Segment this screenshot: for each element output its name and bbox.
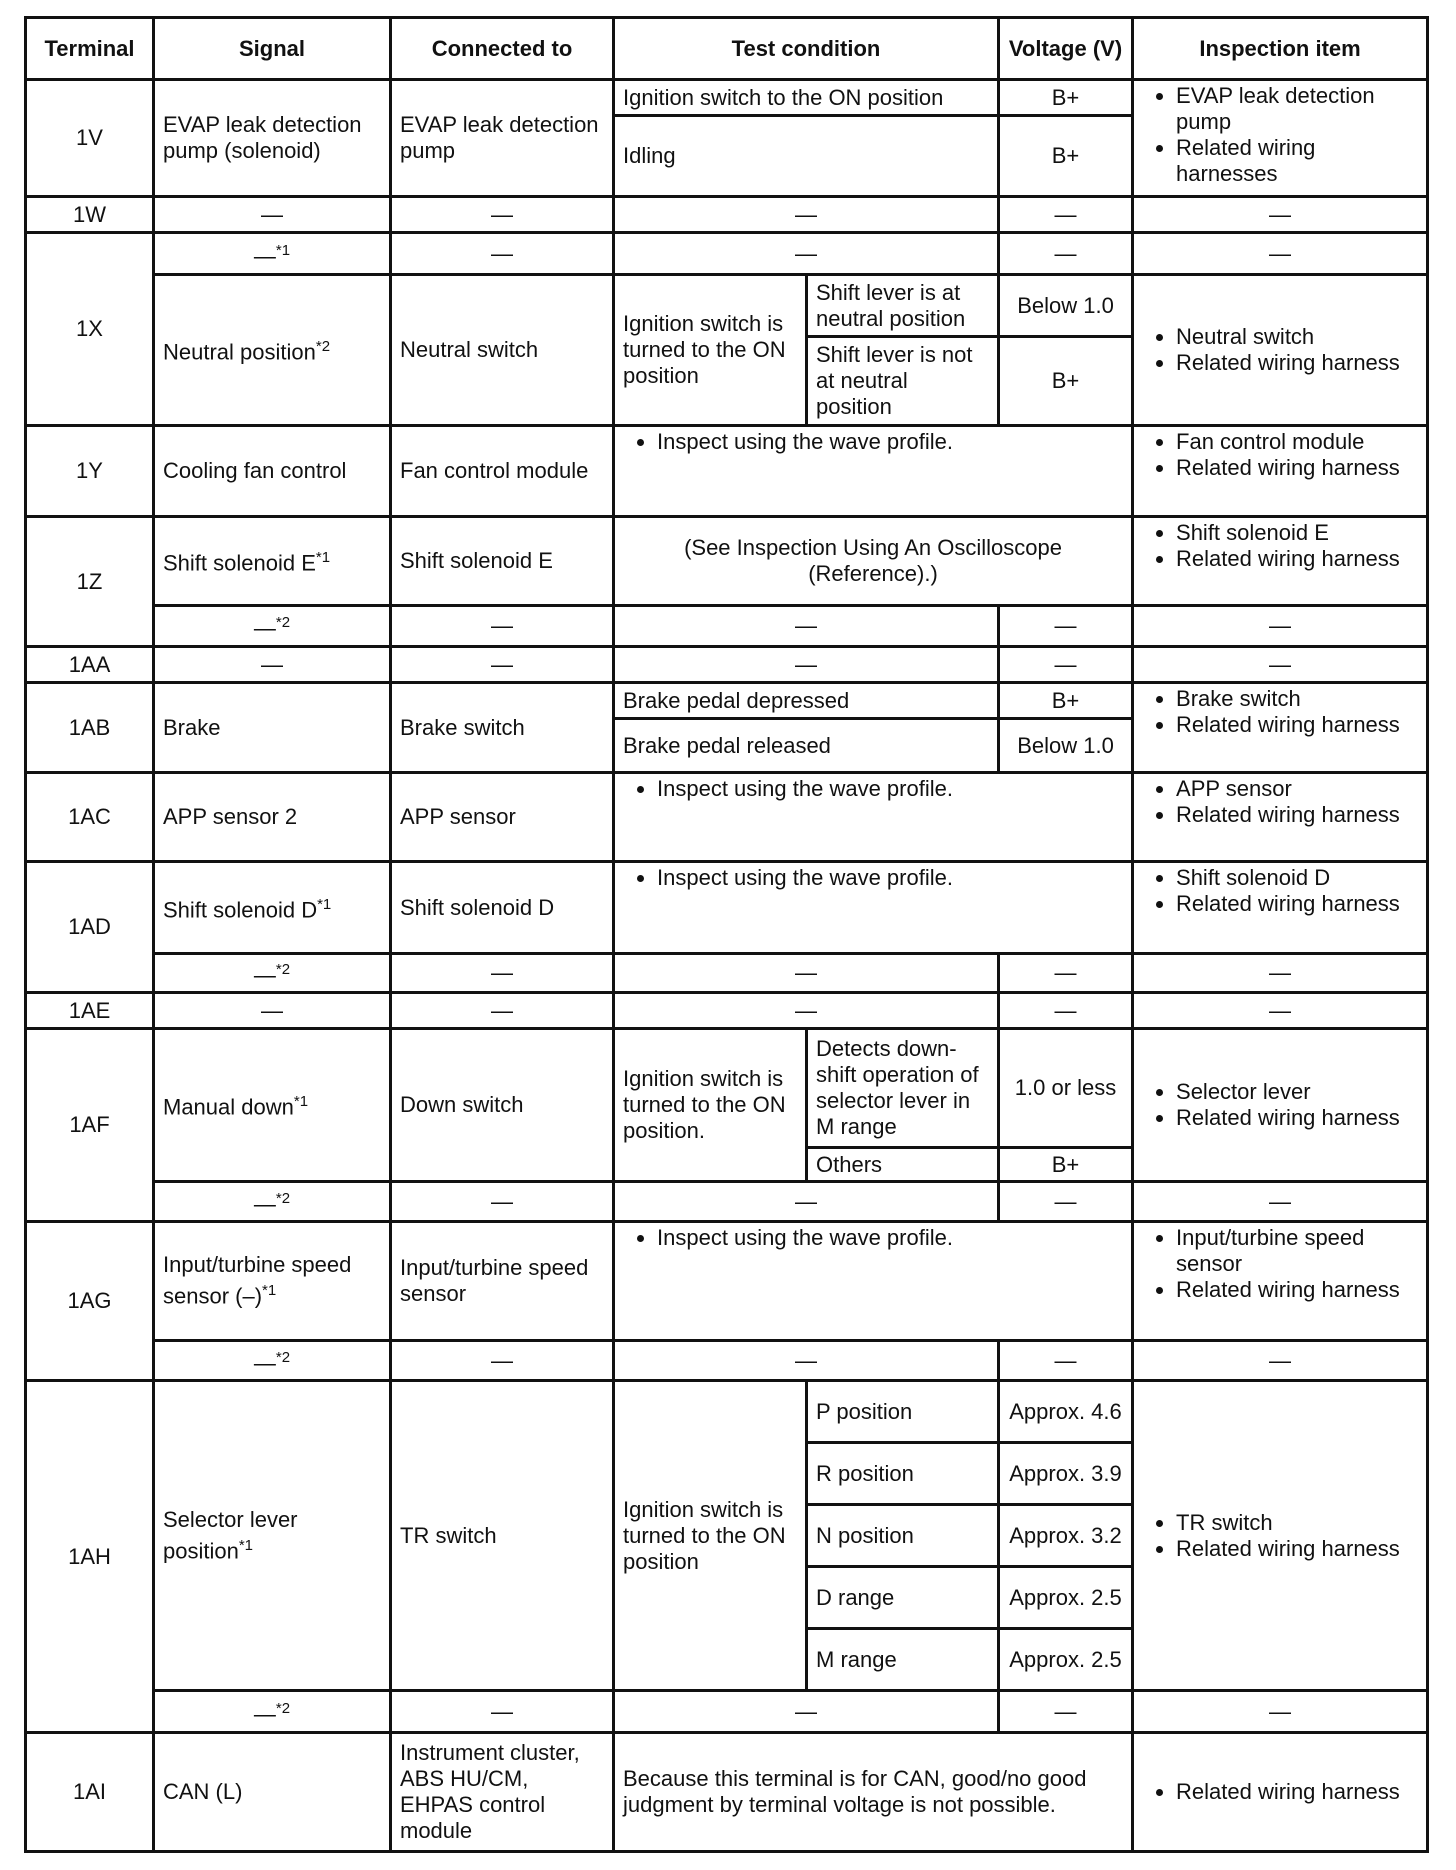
inspection-item: • TR switch (1176, 1510, 1418, 1536)
condition-item: • Inspect using the wave profile. (657, 776, 1123, 802)
signal-cell: CAN (L) (154, 1733, 391, 1852)
footnote-mark: *1 (317, 895, 332, 913)
dash: — (614, 647, 999, 683)
voltage-cell: B+ (999, 337, 1133, 426)
dash: — (614, 954, 999, 993)
dash: — (614, 1341, 999, 1381)
dash: — (1133, 647, 1428, 683)
inspection-item: • Related wiring harness (1176, 546, 1418, 572)
sub-condition-cell: N position (807, 1505, 999, 1567)
signal-cell (154, 517, 391, 606)
dash: — (999, 197, 1133, 233)
signal-cell (154, 862, 391, 954)
condition-item: • Inspect using the wave profile. (657, 429, 1123, 455)
inspection-item: • Input/turbine speed sensor (1176, 1225, 1418, 1277)
inspection-item: • Related wiring harness (1176, 891, 1418, 917)
dash: — (253, 615, 276, 641)
condition-cell: Ignition switch is turned to the ON position. (614, 1029, 807, 1182)
table-row (26, 1182, 1428, 1222)
terminal-cell: 1Z (26, 517, 154, 647)
table-row (26, 517, 1428, 606)
dash: — (999, 1691, 1133, 1733)
voltage-cell: Approx. 3.9 (999, 1443, 1133, 1505)
table-row (26, 1691, 1428, 1733)
table-row (26, 606, 1428, 647)
table-row (26, 197, 1428, 233)
dash: — (1133, 1182, 1428, 1222)
voltage-cell: 1.0 or less (999, 1029, 1133, 1148)
connected-cell: Input/turbine speed sensor (391, 1222, 614, 1341)
condition-cell: Brake pedal depressed (614, 683, 999, 719)
sub-condition-cell: Shift lever is not at neutral position (807, 337, 999, 426)
terminal-cell: 1AF (26, 1029, 154, 1222)
signal-cell: APP sensor 2 (154, 773, 391, 862)
dash: — (391, 647, 614, 683)
table-row (26, 954, 1428, 993)
voltage-cell: B+ (999, 80, 1133, 116)
signal-cell (154, 954, 391, 993)
table-row (26, 1733, 1428, 1852)
footnote-mark: *2 (275, 1699, 291, 1717)
inspection-item: • Selector lever (1176, 1079, 1418, 1105)
voltage-cell: Approx. 2.5 (999, 1567, 1133, 1629)
dash: — (391, 1182, 614, 1222)
dash: — (999, 1341, 1133, 1381)
signal-cell (154, 1222, 391, 1341)
signal-cell (154, 233, 391, 275)
footnote-mark: *2 (275, 614, 291, 632)
header-terminal: Terminal (26, 18, 154, 80)
dash: — (1133, 1341, 1428, 1381)
connected-cell: Fan control module (391, 426, 614, 517)
signal-cell: Cooling fan control (154, 426, 391, 517)
dash: — (1133, 993, 1428, 1029)
signal-cell (154, 1381, 391, 1691)
condition-cell (614, 1222, 1133, 1341)
dash: — (999, 993, 1133, 1029)
connected-cell: EVAP leak detection pump (391, 80, 614, 197)
signal-cell (154, 275, 391, 426)
dash: — (999, 954, 1133, 993)
terminal-cell: 1AE (26, 993, 154, 1029)
condition-item: • Inspect using the wave profile. (657, 865, 1123, 891)
inspection-item: • Related wiring harness (1176, 1105, 1418, 1131)
footnote-mark: *1 (293, 1093, 309, 1111)
table-row (26, 1381, 1428, 1443)
table-row (26, 647, 1428, 683)
sub-condition-cell: R position (807, 1443, 999, 1505)
connected-cell: Down switch (391, 1029, 614, 1182)
dash: — (1133, 1691, 1428, 1733)
dash: — (253, 962, 276, 988)
dash: — (253, 1350, 276, 1376)
footnote-mark: *2 (275, 1348, 291, 1366)
inspection-item: • Shift solenoid D (1176, 865, 1418, 891)
dash: — (1133, 606, 1428, 647)
footnote-mark: *1 (238, 1536, 254, 1554)
signal-cell: EVAP leak detection pump (solenoid) (154, 80, 391, 197)
terminal-cell: 1AB (26, 683, 154, 773)
table-row (26, 233, 1428, 275)
signal-text: Neutral position (163, 339, 316, 365)
inspection-item: • Related wiring harnesses (1176, 135, 1418, 187)
inspection-item: • Neutral switch (1176, 324, 1418, 350)
footnote-mark: *2 (315, 338, 331, 356)
condition-cell: Ignition switch to the ON position (614, 80, 999, 116)
connected-cell: APP sensor (391, 773, 614, 862)
connected-cell: Shift solenoid D (391, 862, 614, 954)
dash: — (614, 993, 999, 1029)
table-row (26, 862, 1428, 954)
table-row (26, 275, 1428, 337)
voltage-cell: Below 1.0 (999, 719, 1133, 773)
table-row (26, 773, 1428, 862)
dash: — (614, 233, 999, 275)
dash: — (1133, 197, 1428, 233)
terminal-cell: 1AA (26, 647, 154, 683)
dash: — (253, 1191, 276, 1217)
dash: — (391, 197, 614, 233)
signal-text: Input/turbine speed sensor (–) (163, 1252, 352, 1309)
dash: — (391, 954, 614, 993)
voltage-cell: B+ (999, 116, 1133, 197)
dash: — (999, 233, 1133, 275)
inspection-item: • Related wiring harness (1176, 350, 1418, 376)
inspection-cell (1133, 1222, 1428, 1341)
inspection-cell (1133, 1733, 1428, 1852)
signal-text: Shift solenoid D (163, 897, 318, 923)
terminal-cell: 1AG (26, 1222, 154, 1381)
dash: — (614, 606, 999, 647)
signal-cell (154, 1182, 391, 1222)
dash: — (391, 606, 614, 647)
condition-cell: (See Inspection Using An Oscilloscope (Reference).) (614, 517, 1133, 606)
signal-text: Selector lever position (163, 1506, 298, 1564)
dash: — (253, 1701, 276, 1727)
table-row (26, 1341, 1428, 1381)
header-test-condition: Test condition (614, 18, 999, 80)
condition-cell: Idling (614, 116, 999, 197)
dash: — (999, 1182, 1133, 1222)
connected-cell: Shift solenoid E (391, 517, 614, 606)
connected-cell: Neutral switch (391, 275, 614, 426)
inspection-cell (1133, 683, 1428, 773)
signal-cell: Brake (154, 683, 391, 773)
terminal-cell: 1W (26, 197, 154, 233)
inspection-item: • APP sensor (1176, 776, 1418, 802)
inspection-item: • Related wiring harness (1176, 1277, 1418, 1303)
table-row (26, 1222, 1428, 1341)
inspection-cell (1133, 80, 1428, 197)
header-connected-to: Connected to (391, 18, 614, 80)
inspection-item: • Related wiring harness (1176, 802, 1418, 828)
dash: — (253, 243, 276, 269)
dash: — (999, 606, 1133, 647)
inspection-item: • EVAP leak detection pump (1176, 83, 1418, 135)
sub-condition-cell: D range (807, 1567, 999, 1629)
inspection-item: • Related wiring harness (1176, 712, 1418, 738)
sub-condition-cell: Shift lever is at neutral position (807, 275, 999, 337)
sub-condition-cell: Detects down-shift operation of selector lever in M range (807, 1029, 999, 1148)
footnote-mark: *1 (262, 1282, 277, 1300)
inspection-item: • Fan control module (1176, 429, 1418, 455)
inspection-item: • Related wiring harness (1176, 1536, 1418, 1562)
table-row (26, 993, 1428, 1029)
terminal-cell: 1V (26, 80, 154, 197)
connected-cell: Instrument cluster, ABS HU/CM, EHPAS control module (391, 1733, 614, 1852)
condition-cell (614, 426, 1133, 517)
voltage-cell: Below 1.0 (999, 275, 1133, 337)
inspection-cell (1133, 275, 1428, 426)
signal-cell (154, 1029, 391, 1182)
terminal-cell: 1AH (26, 1381, 154, 1733)
dash: — (154, 647, 391, 683)
sub-condition-cell: M range (807, 1629, 999, 1691)
terminal-cell: 1AI (26, 1733, 154, 1852)
inspection-cell (1133, 862, 1428, 954)
terminal-cell: 1X (26, 233, 154, 426)
table-row (26, 683, 1428, 719)
sub-condition-cell: Others (807, 1148, 999, 1182)
dash: — (614, 1691, 999, 1733)
connected-cell: Brake switch (391, 683, 614, 773)
header-row (26, 18, 1428, 80)
dash: — (391, 1691, 614, 1733)
signal-cell (154, 606, 391, 647)
condition-cell: Because this terminal is for CAN, good/no good judgment by terminal voltage is not possible. (614, 1733, 1133, 1852)
dash: — (999, 647, 1133, 683)
inspection-item: • Brake switch (1176, 686, 1418, 712)
inspection-cell (1133, 1381, 1428, 1691)
condition-cell: Ignition switch is turned to the ON position (614, 1381, 807, 1691)
dash: — (614, 197, 999, 233)
condition-cell (614, 862, 1133, 954)
dash: — (1133, 233, 1428, 275)
dash: — (154, 993, 391, 1029)
header-inspection-item: Inspection item (1133, 18, 1428, 80)
signal-text: Manual down (163, 1094, 294, 1120)
inspection-item: • Related wiring harness (1176, 1779, 1418, 1805)
inspection-cell (1133, 426, 1428, 517)
table-row (26, 426, 1428, 517)
inspection-cell (1133, 1029, 1428, 1182)
header-voltage: Voltage (V) (999, 18, 1133, 80)
dash: — (391, 233, 614, 275)
signal-cell (154, 1341, 391, 1381)
terminal-inspection-table (24, 16, 1429, 1853)
dash: — (391, 993, 614, 1029)
dash: — (614, 1182, 999, 1222)
connected-cell: TR switch (391, 1381, 614, 1691)
signal-cell (154, 1691, 391, 1733)
voltage-cell: Approx. 4.6 (999, 1381, 1133, 1443)
inspection-cell (1133, 773, 1428, 862)
dash: — (391, 1341, 614, 1381)
dash: — (1133, 954, 1428, 993)
inspection-cell (1133, 517, 1428, 606)
voltage-cell: Approx. 3.2 (999, 1505, 1133, 1567)
footnote-mark: *2 (275, 1189, 291, 1207)
inspection-item: • Related wiring harness (1176, 455, 1418, 481)
inspection-item: • Shift solenoid E (1176, 520, 1418, 546)
dash: — (154, 197, 391, 233)
footnote-mark: *2 (275, 961, 291, 979)
condition-item: • Inspect using the wave profile. (657, 1225, 1123, 1251)
condition-cell: Ignition switch is turned to the ON position (614, 275, 807, 426)
terminal-cell: 1Y (26, 426, 154, 517)
footnote-mark: *1 (315, 549, 331, 567)
terminal-cell: 1AC (26, 773, 154, 862)
voltage-cell: Approx. 2.5 (999, 1629, 1133, 1691)
condition-cell (614, 773, 1133, 862)
header-signal: Signal (154, 18, 391, 80)
table-row (26, 1029, 1428, 1148)
sub-condition-cell: P position (807, 1381, 999, 1443)
condition-cell: Brake pedal released (614, 719, 999, 773)
voltage-cell: B+ (999, 683, 1133, 719)
signal-text: Shift solenoid E (163, 550, 316, 576)
terminal-cell: 1AD (26, 862, 154, 993)
footnote-mark: *1 (275, 241, 291, 259)
voltage-cell: B+ (999, 1148, 1133, 1182)
table-row (26, 80, 1428, 116)
